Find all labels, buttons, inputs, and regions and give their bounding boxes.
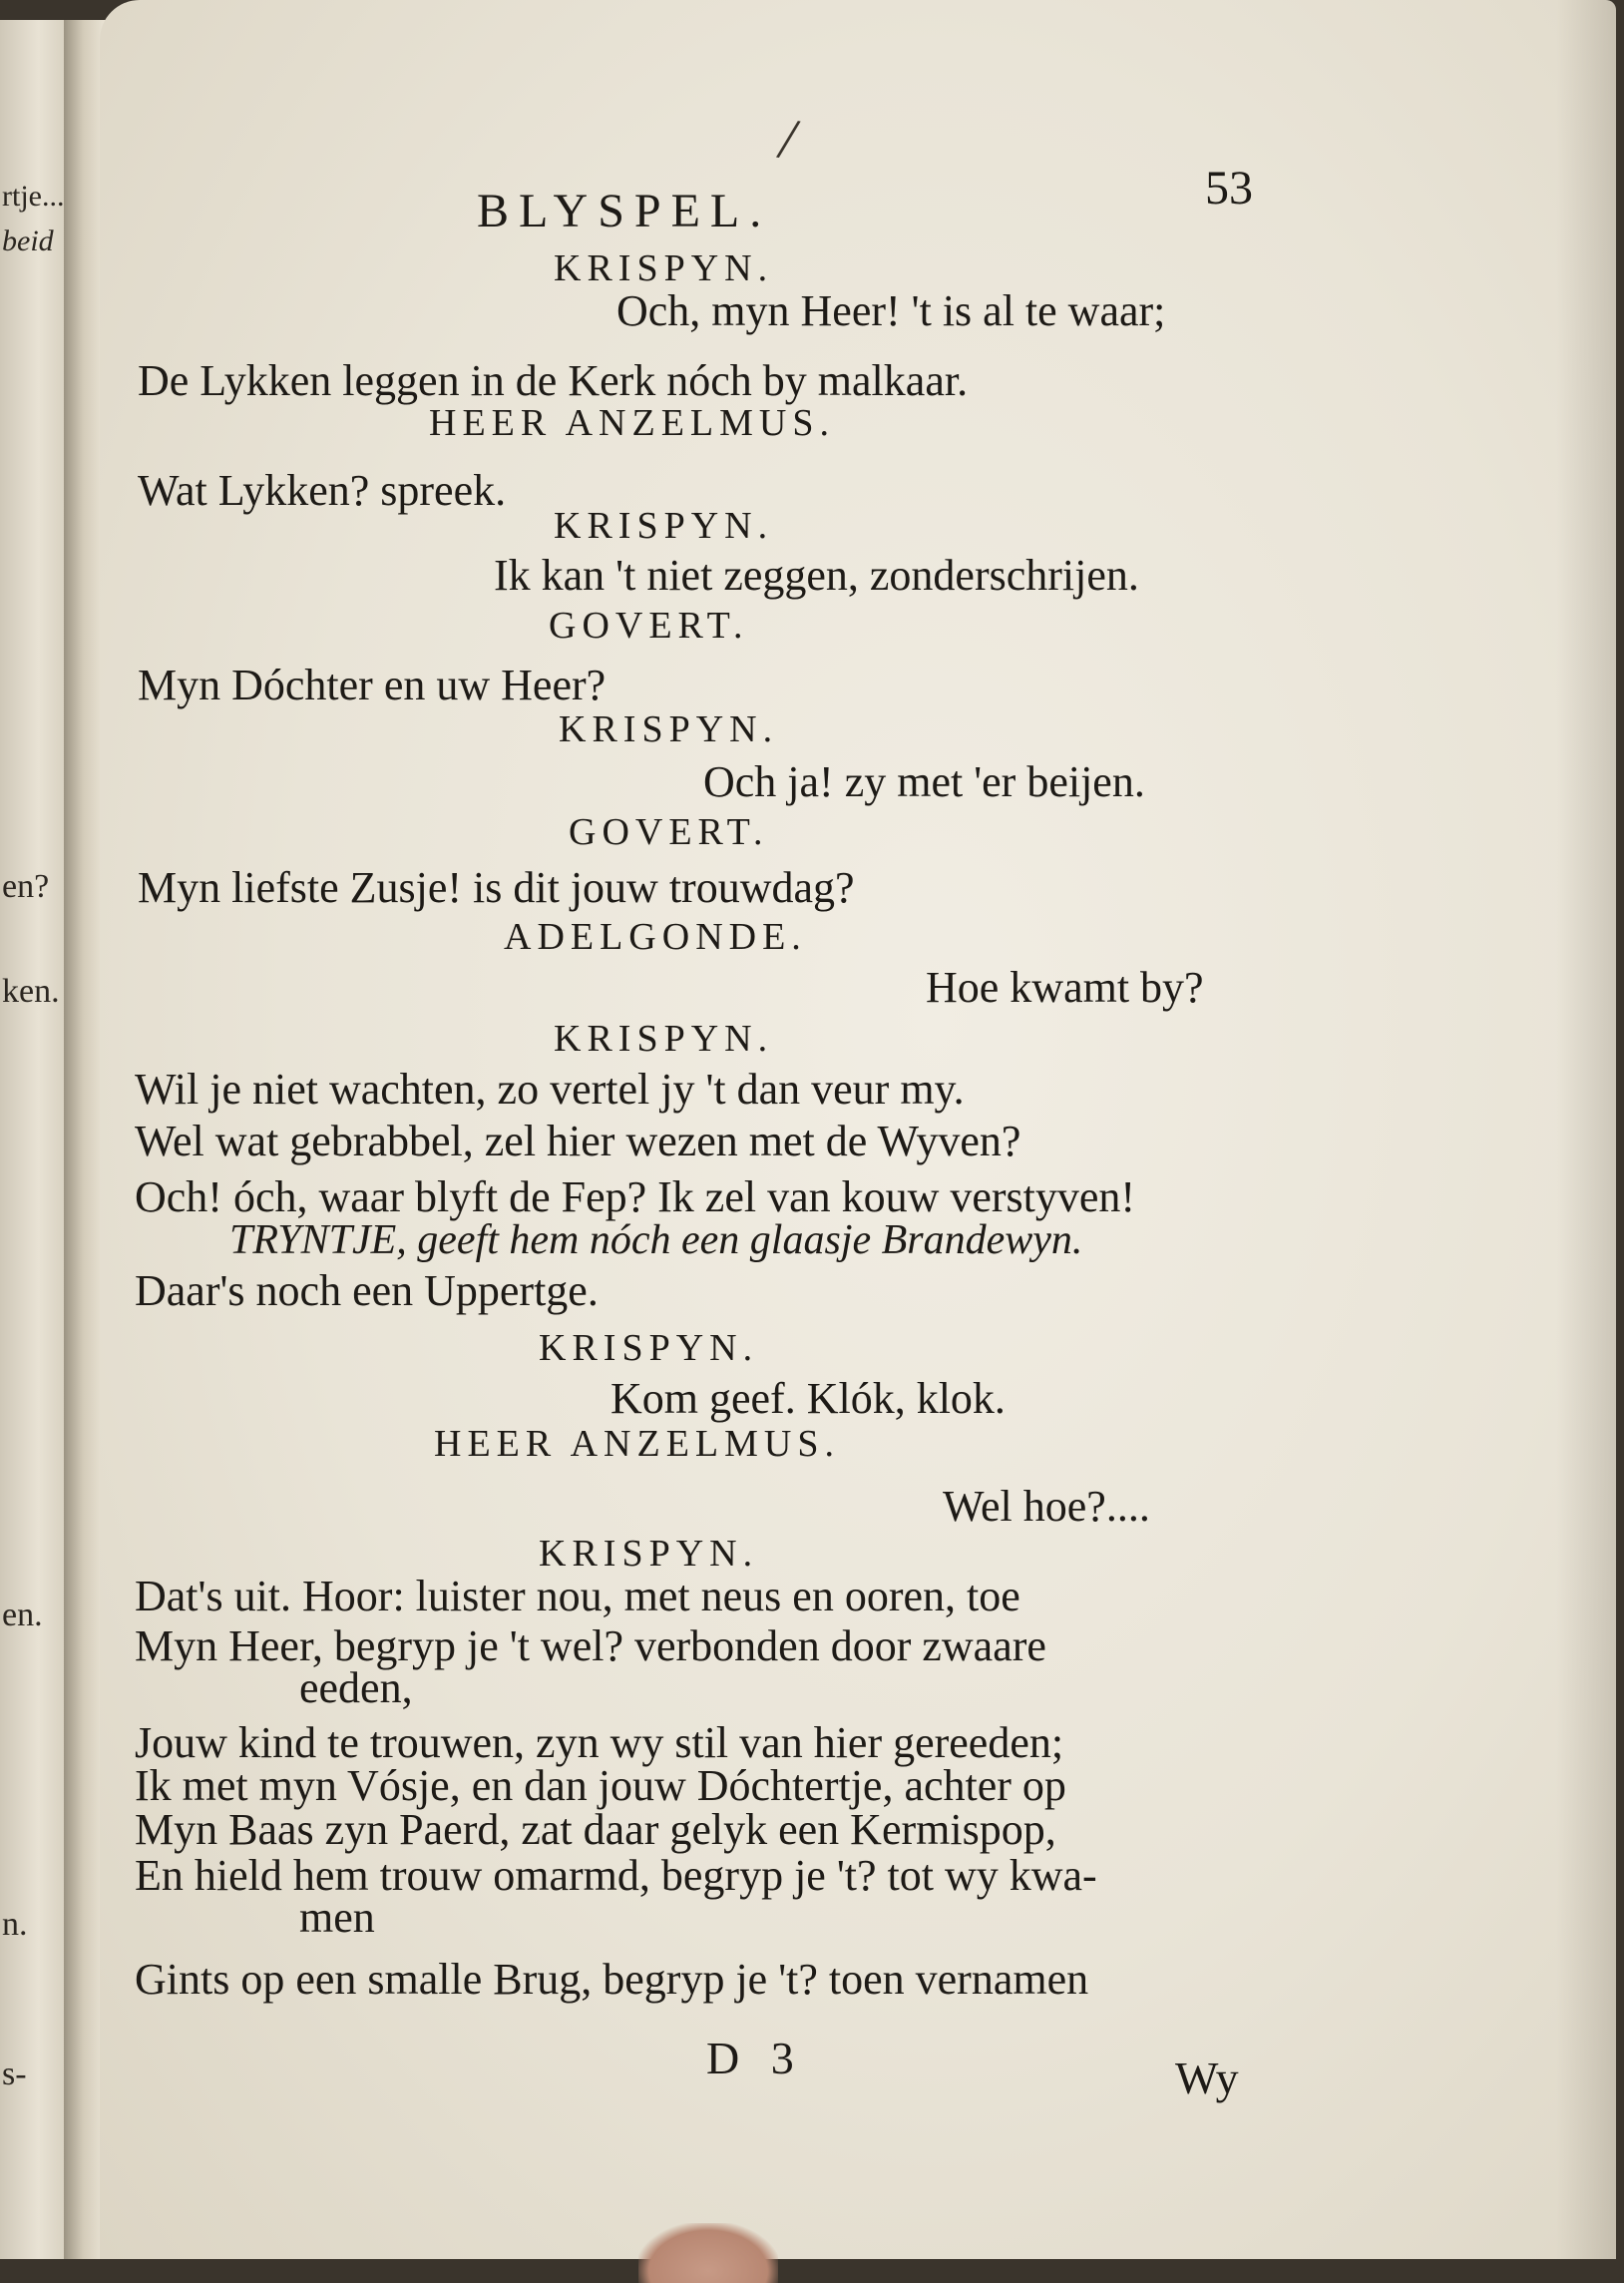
verse-line: Kom geef. Klók, klok. bbox=[610, 1374, 1006, 1423]
signature-mark: D 3 bbox=[706, 2033, 804, 2083]
verse-line: Wel wat gebrabbel, zel hier wezen met de Wyven? bbox=[135, 1117, 1021, 1165]
verse-line: Myn Dóchter en uw Heer? bbox=[138, 661, 607, 709]
verse-line: men bbox=[299, 1893, 375, 1942]
verse-line: Wel hoe?.... bbox=[943, 1482, 1150, 1531]
speaker-heading: ADELGONDE. bbox=[504, 916, 807, 958]
verse-line: En hield hem trouw omarmd, begryp je 't? tot wy kwa- bbox=[135, 1851, 1097, 1900]
speaker-heading: KRISPYN. bbox=[554, 247, 774, 289]
speaker-heading: KRISPYN. bbox=[554, 1018, 774, 1060]
verse-line: Jouw kind te trouwen, zyn wy stil van hier gereeden; bbox=[135, 1718, 1064, 1767]
speaker-heading: HEER ANZELMUS. bbox=[429, 402, 835, 444]
margin-fragment: beid bbox=[2, 225, 54, 257]
verse-line: Myn Heer, begryp je 't wel? verbonden door zwaare bbox=[135, 1621, 1046, 1670]
thumb-edge bbox=[638, 2223, 778, 2283]
speaker-heading: KRISPYN. bbox=[539, 1533, 759, 1575]
speaker-heading: KRISPYN. bbox=[554, 505, 774, 547]
verse-line: Myn liefste Zusje! is dit jouw trouwdag? bbox=[138, 863, 855, 912]
verse-line: Och! óch, waar blyft de Fep? Ik zel van kouw verstyven! bbox=[135, 1172, 1136, 1221]
pencil-mark: / bbox=[773, 104, 804, 174]
page-number: 53 bbox=[1205, 162, 1253, 215]
verse-line: Och, myn Heer! 't is al te waar; bbox=[616, 286, 1166, 335]
margin-fragment: en? bbox=[2, 868, 50, 905]
verse-line: Dat's uit. Hoor: luister nou, met neus en ooren, toe bbox=[135, 1572, 1020, 1620]
speaker-heading: KRISPYN. bbox=[559, 708, 779, 750]
speaker-heading: GOVERT. bbox=[549, 605, 749, 647]
margin-fragment: ken. bbox=[2, 973, 60, 1010]
stage-direction: TRYNTJE, geeft hem nóch een glaasje Brandewyn. bbox=[229, 1217, 1083, 1263]
margin-fragment: n. bbox=[2, 1906, 28, 1943]
margin-fragment: rtje... bbox=[2, 180, 64, 213]
margin-fragment: en. bbox=[2, 1597, 43, 1633]
verse-line: Hoe kwamt by? bbox=[926, 963, 1204, 1012]
verse-line: Och ja! zy met 'er beijen. bbox=[703, 757, 1145, 806]
book-page bbox=[100, 0, 1616, 2259]
verse-line: Wil je niet wachten, zo vertel jy 't dan veur my. bbox=[135, 1065, 965, 1114]
speaker-heading: HEER ANZELMUS. bbox=[434, 1423, 840, 1465]
margin-fragment: s- bbox=[2, 2055, 27, 2092]
verse-line: Daar's noch een Uppertge. bbox=[135, 1266, 599, 1315]
speaker-heading: GOVERT. bbox=[569, 811, 769, 853]
verse-line: De Lykken leggen in de Kerk nóch by malkaar. bbox=[138, 356, 969, 405]
verse-line: Gints op een smalle Brug, begryp je 't? toen vernamen bbox=[135, 1955, 1089, 2004]
running-title: BLYSPEL. bbox=[477, 185, 772, 237]
verse-line: Ik kan 't niet zeggen, zonderschrijen. bbox=[494, 551, 1139, 600]
verse-line: Wat Lykken? spreek. bbox=[138, 466, 507, 515]
catchword: Wy bbox=[1175, 2053, 1239, 2103]
verse-line: Ik met myn Vósje, en dan jouw Dóchtertje, achter op bbox=[135, 1761, 1066, 1810]
verse-line: eeden, bbox=[299, 1663, 413, 1712]
facing-page-edge bbox=[0, 20, 64, 2259]
speaker-heading: KRISPYN. bbox=[539, 1327, 759, 1369]
verse-line: Myn Baas zyn Paerd, zat daar gelyk een Kermispop, bbox=[135, 1805, 1056, 1854]
